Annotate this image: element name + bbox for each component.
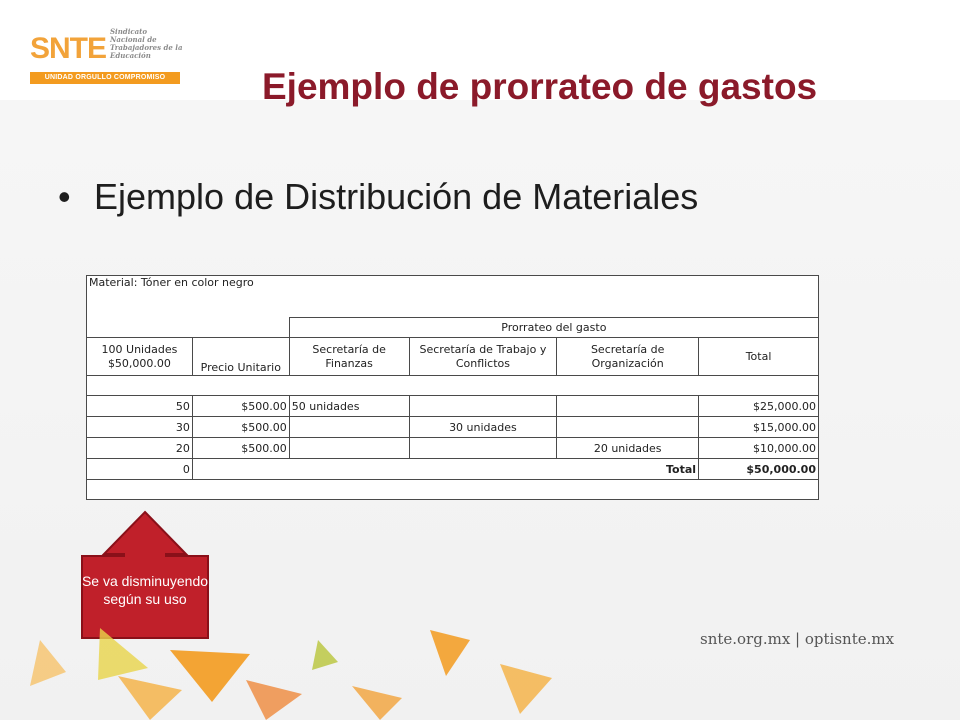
price-cell: $500.00 [192,417,289,438]
material-label: Material: Tóner en color negro [87,276,819,318]
price-header: Precio Unitario [192,338,289,376]
total-cell: $15,000.00 [699,417,819,438]
logo-line: Nacional de [110,35,157,44]
table-cell [87,376,819,396]
bullet-text: Ejemplo de Distribución de Materiales [94,176,699,217]
finanzas-header: Secretaría de Finanzas [289,338,409,376]
table-row [87,318,819,338]
prorrateo-table [86,275,819,500]
table-row [87,438,819,459]
units-label: 100 Unidades [101,342,178,356]
bullet-item [58,176,698,218]
decorative-shapes [0,610,560,720]
table-row [87,417,819,438]
price-cell: $500.00 [192,396,289,417]
total-cell: $25,000.00 [699,396,819,417]
qty-cell: 0 [87,459,193,480]
callout-text: Se va disminuyendo según su uso [81,573,209,607]
trabajo-cell: 30 unidades [409,417,557,438]
trabajo-cell [409,438,557,459]
logo-line: Trabajadores de la [110,43,183,52]
table-row [87,376,819,396]
total-label: Total [192,459,698,480]
logo-motto: UNIDAD ORGULLO COMPROMISO [30,72,180,84]
prorrateo-header: Prorrateo del gasto [289,318,818,338]
total-cell: $10,000.00 [699,438,819,459]
logo-org-name [110,28,190,60]
bullet-dot: • [58,176,71,217]
organizacion-header: Secretaría de Organización [557,338,699,376]
total-header: Total [699,338,819,376]
organizacion-cell [557,396,699,417]
snte-logo [26,22,182,88]
logo-line: Educación [110,51,151,60]
logo-abbr: SNTE [30,32,107,65]
qty-cell: 30 [87,417,193,438]
table-cell [87,318,290,338]
organizacion-cell: 20 unidades [557,438,699,459]
slide-title: Ejemplo de prorrateo de gastos [262,66,818,107]
table-row [87,480,819,500]
table-row [87,459,819,480]
table-row [87,396,819,417]
trabajo-header: Secretaría de Trabajo y Conflictos [409,338,557,376]
units-header [87,338,193,376]
finanzas-cell [289,438,409,459]
qty-cell: 50 [87,396,193,417]
table-cell [87,480,819,500]
qty-cell: 20 [87,438,193,459]
footer-url: snte.org.mx | optisnte.mx [700,630,895,648]
trabajo-cell [409,396,557,417]
grand-total-cell: $50,000.00 [699,459,819,480]
organizacion-cell [557,417,699,438]
finanzas-cell: 50 unidades [289,396,409,417]
finanzas-cell [289,417,409,438]
table-header-row [87,338,819,376]
amount-label: $50,000.00 [107,356,171,370]
price-cell: $500.00 [192,438,289,459]
logo-line: Sindicato [110,27,148,36]
table-row [87,276,819,318]
